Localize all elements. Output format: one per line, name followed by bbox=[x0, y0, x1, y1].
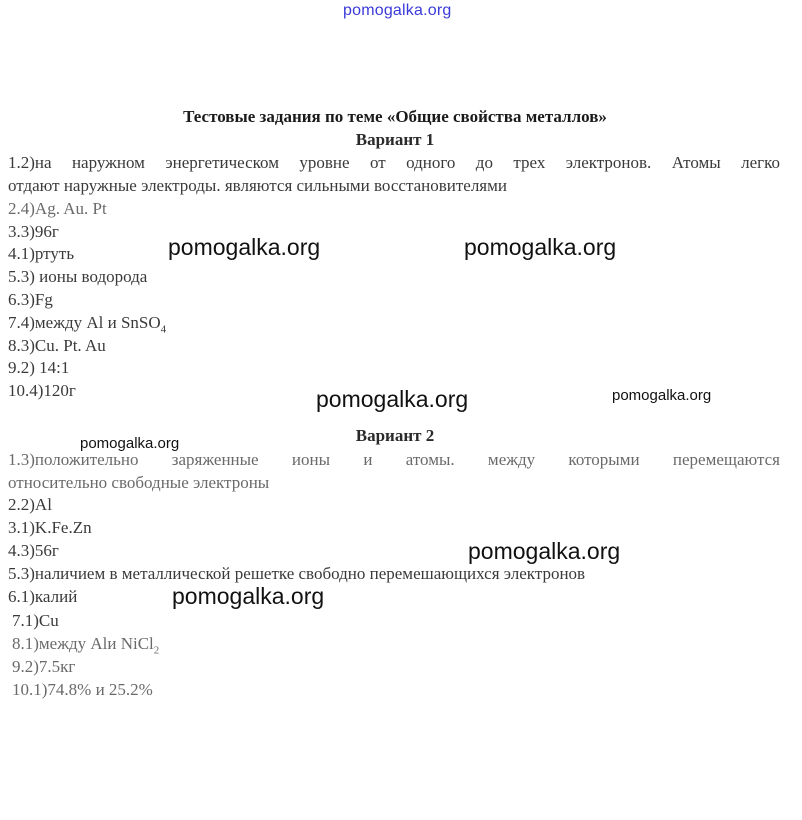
watermark: pomogalka.org bbox=[464, 234, 617, 260]
site-link[interactable]: pomogalka.org bbox=[343, 2, 452, 19]
v2-answer-8-subscript: 2 bbox=[153, 644, 160, 657]
v1-answer-8: 8.3)Cu. Pt. Au bbox=[8, 336, 106, 355]
watermark: pomogalka.org bbox=[468, 538, 621, 564]
v2-answer-7: 7.1)Cu bbox=[12, 611, 59, 630]
v2-answer-9: 9.2)7.5кг bbox=[12, 657, 76, 676]
v2-answer-4: 4.3)56г bbox=[8, 541, 59, 560]
v1-answer-7-subscript: 4 bbox=[160, 323, 167, 336]
watermark: pomogalka.org bbox=[172, 583, 325, 609]
v1-answer-4: 4.1)ртуть bbox=[8, 244, 75, 263]
variant-2-heading: Вариант 2 bbox=[355, 426, 435, 445]
watermark: pomogalka.org bbox=[612, 387, 712, 404]
watermark: pomogalka.org bbox=[168, 234, 321, 260]
v1-answer-1-line-1: 1.2)на наружном энергетическом уровне от одного до трех электронов. Атомы легко bbox=[8, 153, 780, 172]
v2-answer-3: 3.1)K.Fe.Zn bbox=[8, 518, 92, 537]
watermark: pomogalka.org bbox=[80, 435, 180, 452]
v2-answer-10: 10.1)74.8% и 25.2% bbox=[12, 680, 153, 699]
v1-answer-2: 2.4)Ag. Au. Pt bbox=[8, 199, 107, 218]
v2-answer-6: 6.1)калий bbox=[8, 587, 78, 606]
v1-answer-3: 3.3)96г bbox=[8, 222, 59, 241]
v2-answer-2: 2.2)Al bbox=[8, 495, 52, 514]
v1-answer-10: 10.4)120г bbox=[8, 381, 76, 400]
v2-answer-8-text: 8.1)между Alи NiCl bbox=[12, 634, 154, 653]
v1-answer-1-line-2: отдают наружные электроды. являются сильными восстановителями bbox=[8, 176, 507, 195]
v2-answer-8 bbox=[12, 634, 159, 656]
v2-answer-5: 5.3)наличием в металлической решетке свободно перемешающихся электронов bbox=[8, 564, 586, 583]
page-title: Тестовые задания по теме «Общие свойства металлов» bbox=[183, 107, 607, 126]
watermark: pomogalka.org bbox=[316, 386, 469, 412]
v1-answer-6: 6.3)Fg bbox=[8, 290, 53, 309]
v1-answer-9: 9.2) 14:1 bbox=[8, 358, 70, 377]
variant-1-heading: Вариант 1 bbox=[355, 130, 435, 149]
v2-answer-1-line-1: 1.3)положительно заряженные ионы и атомы. между которыми перемещаются bbox=[8, 450, 780, 469]
v1-answer-7 bbox=[8, 313, 166, 335]
v1-answer-5: 5.3) ионы водорода bbox=[8, 267, 148, 286]
v2-answer-1-line-2: относительно свободные электроны bbox=[8, 473, 270, 492]
v1-answer-7-text: 7.4)между Al и SnSO bbox=[8, 313, 161, 332]
